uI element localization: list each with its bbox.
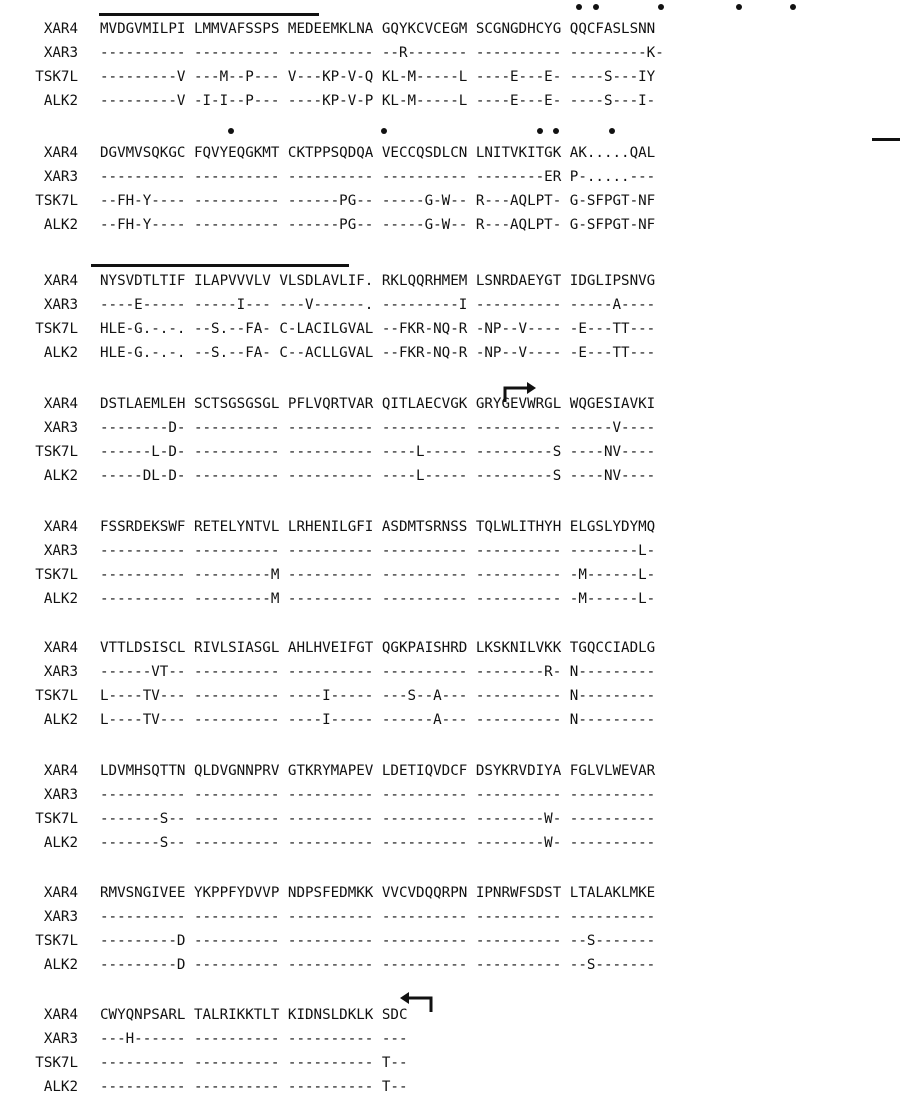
sequence-row-tsk7l: ---------- ---------M ---------- ---------- ---------- -M------L-	[100, 567, 656, 583]
sequence-label-xar3: XAR3	[43, 543, 78, 559]
sequence-label-xar3: XAR3	[43, 297, 78, 313]
sequence-label-xar3: XAR3	[43, 664, 78, 680]
sequence-row-tsk7l: HLE-G.-.-. --S.--FA- C-LACILGVAL --FKR-NQ-R -NP--V---- -E---TT---	[100, 321, 656, 337]
conserved-cysteine-dot	[736, 4, 742, 10]
sequence-row-alk2: -------S-- ---------- ---------- ---------- --------W- ----------	[100, 835, 656, 851]
sequence-label-xar4: XAR4	[43, 519, 78, 535]
sequence-row-tsk7l: ---------- ---------- ---------- T--	[100, 1055, 408, 1071]
sequence-label-alk2: ALK2	[43, 835, 78, 851]
sequence-row-xar3: ---------- ---------- ---------- ---------- ---------- ----------	[100, 787, 656, 803]
sequence-label-xar4: XAR4	[43, 885, 78, 901]
sequence-label-alk2: ALK2	[43, 712, 78, 728]
sequence-row-xar4: VTTLDSISCL RIVLSIASGL AHLHVEIFGT QGKPAISHRD LKSKNILVKK TGQCCIADLG	[100, 640, 656, 656]
sequence-row-tsk7l: ------L-D- ---------- ---------- ----L----- ---------S ----NV----	[100, 444, 656, 460]
conserved-cysteine-dot	[553, 128, 559, 134]
sequence-row-tsk7l: ---------D ---------- ---------- ---------- ---------- --S-------	[100, 933, 656, 949]
conserved-cysteine-dot	[790, 4, 796, 10]
sequence-row-xar4: NYSVDTLTIF ILAPVVVLV VLSDLAVLIF. RKLQQRHMEM LSNRDAEYGT IDGLIPSNVG	[100, 273, 656, 289]
sequence-row-alk2: HLE-G.-.-. --S.--FA- C--ACLLGVAL --FKR-NQ-R -NP--V---- -E---TT---	[100, 345, 656, 361]
sequence-label-xar3: XAR3	[43, 1031, 78, 1047]
sequence-row-xar4: MVDGVMILPI LMMVAFSSPS MEDEEMKLNA GQYKCVCEGM SCGNGDHCYG QQCFASLSNN	[100, 21, 656, 37]
sequence-label-alk2: ALK2	[43, 217, 78, 233]
sequence-row-xar3: ----E----- -----I--- ---V------. ---------I ---------- -----A----	[100, 297, 656, 313]
sequence-row-xar4: FSSRDEKSWF RETELYNTVL LRHENILGFI ASDMTSRNSS TQLWLITHYH ELGSLYDYMQ	[100, 519, 656, 535]
sequence-row-xar4: LDVMHSQTTN QLDVGNNPRV GTKRYMAPEV LDETIQVDCF DSYKRVDIYA FGLVLWEVAR	[100, 763, 656, 779]
sequence-row-xar3: ---H------ ---------- ---------- ---	[100, 1031, 408, 1047]
sequence-label-alk2: ALK2	[43, 1079, 78, 1095]
sequence-label-xar4: XAR4	[43, 21, 78, 37]
sequence-label-tsk7l: TSK7L	[35, 811, 78, 827]
sequence-row-tsk7l: --FH-Y---- ---------- ------PG-- -----G-W-- R---AQLPT- G-SFPGT-NF	[100, 193, 656, 209]
sequence-row-xar3: ------VT-- ---------- ---------- ---------- --------R- N---------	[100, 664, 656, 680]
conserved-cysteine-dot	[381, 128, 387, 134]
sequence-label-tsk7l: TSK7L	[35, 193, 78, 209]
sequence-row-tsk7l: L----TV--- ---------- ----I----- ---S--A--- ---------- N---------	[100, 688, 656, 704]
sequence-label-tsk7l: TSK7L	[35, 1055, 78, 1071]
sequence-label-xar4: XAR4	[43, 640, 78, 656]
sequence-row-alk2: ---------D ---------- ---------- ---------- ---------- --S-------	[100, 957, 656, 973]
sequence-label-xar4: XAR4	[43, 1007, 78, 1023]
conserved-cysteine-dot	[593, 4, 599, 10]
sequence-label-tsk7l: TSK7L	[35, 69, 78, 85]
conserved-cysteine-dot	[576, 4, 582, 10]
sequence-label-xar3: XAR3	[43, 169, 78, 185]
sequence-label-tsk7l: TSK7L	[35, 321, 78, 337]
sequence-row-tsk7l: -------S-- ---------- ---------- ---------- --------W- ----------	[100, 811, 656, 827]
sequence-label-xar3: XAR3	[43, 787, 78, 803]
sequence-label-alk2: ALK2	[43, 345, 78, 361]
sequence-label-alk2: ALK2	[43, 93, 78, 109]
sequence-label-xar3: XAR3	[43, 909, 78, 925]
conserved-cysteine-dot	[658, 4, 664, 10]
sequence-row-xar4: RMVSNGIVEE YKPPFYDVVP NDPSFEDMKK VVCVDQQRPN IPNRWFSDST LTALAKLMKE	[100, 885, 656, 901]
sequence-label-xar4: XAR4	[43, 273, 78, 289]
conserved-cysteine-dot	[609, 128, 615, 134]
sequence-row-alk2: -----DL-D- ---------- ---------- ----L----- ---------S ----NV----	[100, 468, 656, 484]
sequence-label-xar4: XAR4	[43, 145, 78, 161]
sequence-label-xar3: XAR3	[43, 45, 78, 61]
conserved-cysteine-dot	[228, 128, 234, 134]
sequence-label-xar4: XAR4	[43, 763, 78, 779]
sequence-label-tsk7l: TSK7L	[35, 567, 78, 583]
sequence-row-alk2: L----TV--- ---------- ----I----- ------A--- ---------- N---------	[100, 712, 656, 728]
sequence-row-xar3: ---------- ---------- ---------- --R------- ---------- ---------K-	[100, 45, 664, 61]
sequence-label-tsk7l: TSK7L	[35, 688, 78, 704]
sequence-label-tsk7l: TSK7L	[35, 444, 78, 460]
sequence-label-xar4: XAR4	[43, 396, 78, 412]
domain-start-arrow-icon	[499, 380, 537, 406]
hydrophobic-region-overline	[99, 13, 319, 16]
sequence-row-xar3: ---------- ---------- ---------- ---------- ---------- ----------	[100, 909, 656, 925]
sequence-row-alk2: --FH-Y---- ---------- ------PG-- -----G-W-- R---AQLPT- G-SFPGT-NF	[100, 217, 656, 233]
sequence-row-alk2: ---------- ---------M ---------- ---------- ---------- -M------L-	[100, 591, 656, 607]
sequence-label-alk2: ALK2	[43, 591, 78, 607]
sequence-row-xar3: ---------- ---------- ---------- ---------- --------ER P-.....---	[100, 169, 656, 185]
domain-end-arrow-icon	[398, 990, 436, 1016]
sequence-row-xar4: DGVMVSQKGC FQVYEQGKMT CKTPPSQDQA VECCQSDLCN LNITVKITGK AK.....QAL	[100, 145, 656, 161]
transmembrane-region-overline	[91, 264, 349, 267]
sequence-label-alk2: ALK2	[43, 468, 78, 484]
hydrophobic-region-overline	[872, 138, 900, 141]
sequence-label-alk2: ALK2	[43, 957, 78, 973]
sequence-row-tsk7l: ---------V ---M--P--- V---KP-V-Q KL-M-----L ----E---E- ----S---IY	[100, 69, 656, 85]
sequence-row-xar3: --------D- ---------- ---------- ---------- ---------- -----V----	[100, 420, 656, 436]
sequence-row-alk2: ---------V -I-I--P--- ----KP-V-P KL-M-----L ----E---E- ----S---I-	[100, 93, 656, 109]
sequence-row-xar4: CWYQNPSARL TALRIKKTLT KIDNSLDKLK SDC	[100, 1007, 408, 1023]
sequence-row-xar4: DSTLAEMLEH SCTSGSGSGL PFLVQRTVAR QITLAECVGK GRYGEVWRGL WQGESIAVKI	[100, 396, 656, 412]
sequence-label-tsk7l: TSK7L	[35, 933, 78, 949]
sequence-row-alk2: ---------- ---------- ---------- T--	[100, 1079, 408, 1095]
conserved-cysteine-dot	[537, 128, 543, 134]
sequence-row-xar3: ---------- ---------- ---------- ---------- ---------- --------L-	[100, 543, 656, 559]
sequence-label-xar3: XAR3	[43, 420, 78, 436]
